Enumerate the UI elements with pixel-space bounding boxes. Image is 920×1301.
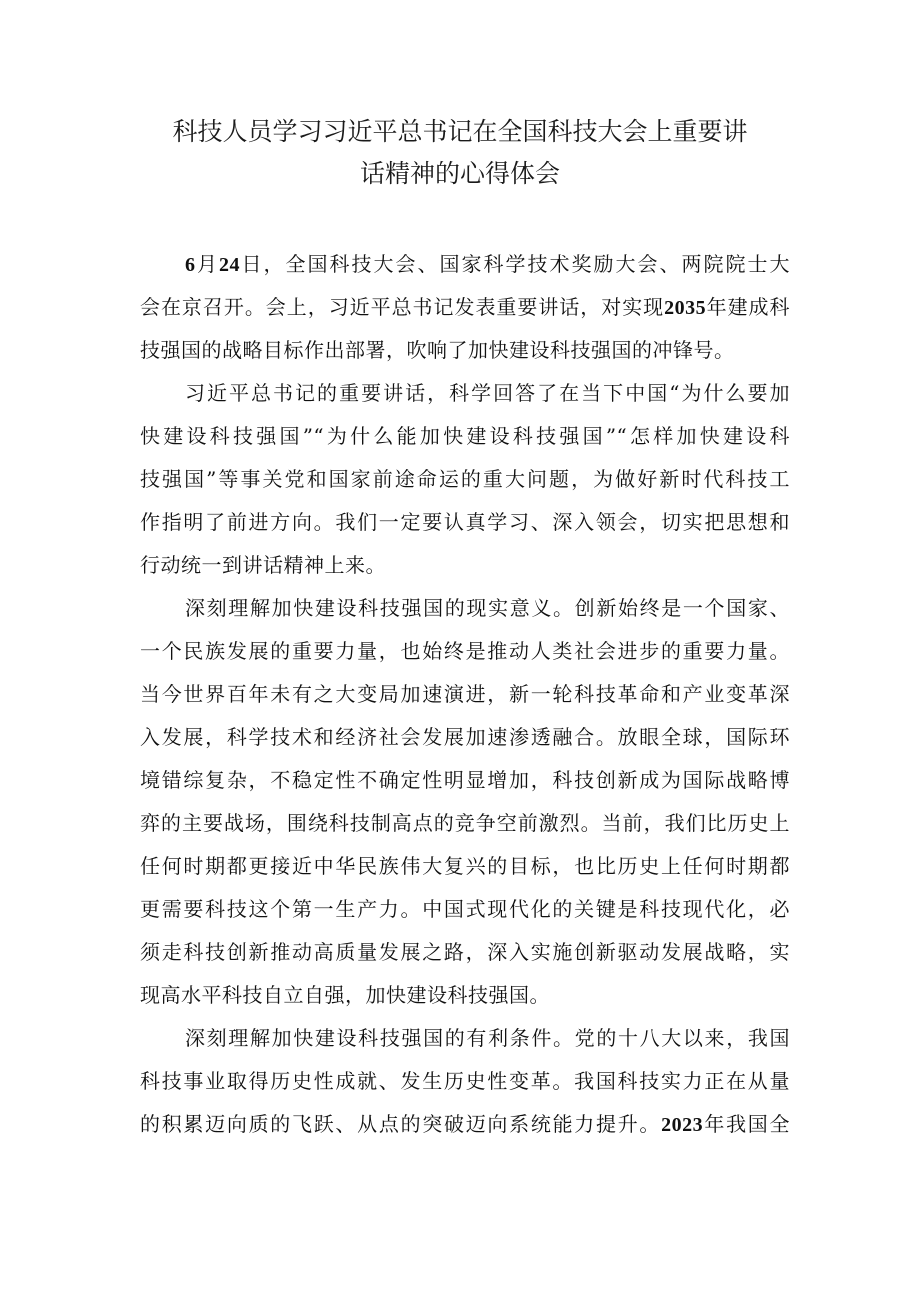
paragraph-3-line-8: 更需要科技这个第一生产力。中国式现代化的关键是科技现代化，必 [140,897,790,921]
paragraph-3-line-7: 任何时期都更接近中华民族伟大复兴的目标，也比历史上任何时期都 [140,854,790,878]
paragraph-3-line-3: 当今世界百年未有之大变局加速演进，新一轮科技革命和产业变革深 [140,682,790,706]
paragraph-2-line-3: 技强国”等事关党和国家前途命运的重大问题，为做好新时代科技工 [140,467,790,491]
paragraph-1-line-3: 技强国的战略目标作出部署，吹响了加快建设科技强国的冲锋号。 [140,338,735,362]
paragraph-2-line-4: 作指明了前进方向。我们一定要认真学习、深入领会，切实把思想和 [140,510,790,534]
numeral: 24 [219,254,240,276]
paragraph-4-line-2: 科技事业取得历史性成就、发生历史性变革。我国科技实力正在从量 [140,1069,790,1093]
paragraph-3-line-5: 境错综复杂，不稳定性不确定性明显增加，科技创新成为国际战略博 [140,768,790,792]
paragraph-3-line-9: 须走科技创新推动高质量发展之路，深入实施创新驱动发展战略，实 [140,940,790,964]
paragraph-2-line-5: 行动统一到讲话精神上来。 [140,553,386,577]
document-title-line-2: 话精神的心得体会 [359,159,560,188]
paragraph-2-line-2: 快建设科技强国”“为什么能加快建设科技强国”“怎样加快建设科 [140,424,790,448]
paragraph-3-line-4: 入发展，科学技术和经济社会发展加速渗透融合。放眼全球，国际环 [140,725,790,749]
paragraph-4-line-1: 深刻理解加快建设科技强国的有利条件。党的十八大以来，我国 [185,1026,790,1050]
numeral: 2023 [661,1114,704,1136]
paragraph-4-line-3: 的积累迈向质的飞跃、从点的突破迈向系统能力提升。2023年我国全 [140,1112,791,1136]
document-title-line-1: 科技人员学习习近平总书记在全国科技大会上重要讲 [172,117,748,146]
paragraph-1-line-2: 会在京召开。会上，习近平总书记发表重要讲话，对实现2035年建成科 [140,295,791,319]
paragraph-3-line-6: 弈的主要战场，围绕科技制高点的竞争空前激烈。当前，我们比历史上 [140,811,790,835]
paragraph-1-line-1: 6月24日，全国科技大会、国家科学技术奖励大会、两院院士大 [185,252,790,276]
paragraph-2-line-1: 习近平总书记的重要讲话，科学回答了在当下中国“为什么要加 [185,381,790,405]
paragraph-3-line-1: 深刻理解加快建设科技强国的现实意义。创新始终是一个国家、 [185,596,790,620]
paragraph-3-line-2: 一个民族发展的重要力量，也始终是推动人类社会进步的重要力量。 [140,639,790,663]
numeral: 6 [185,254,196,276]
paragraph-3-line-10: 现高水平科技自立自强，加快建设科技强国。 [140,983,550,1007]
numeral: 2035 [664,297,707,319]
